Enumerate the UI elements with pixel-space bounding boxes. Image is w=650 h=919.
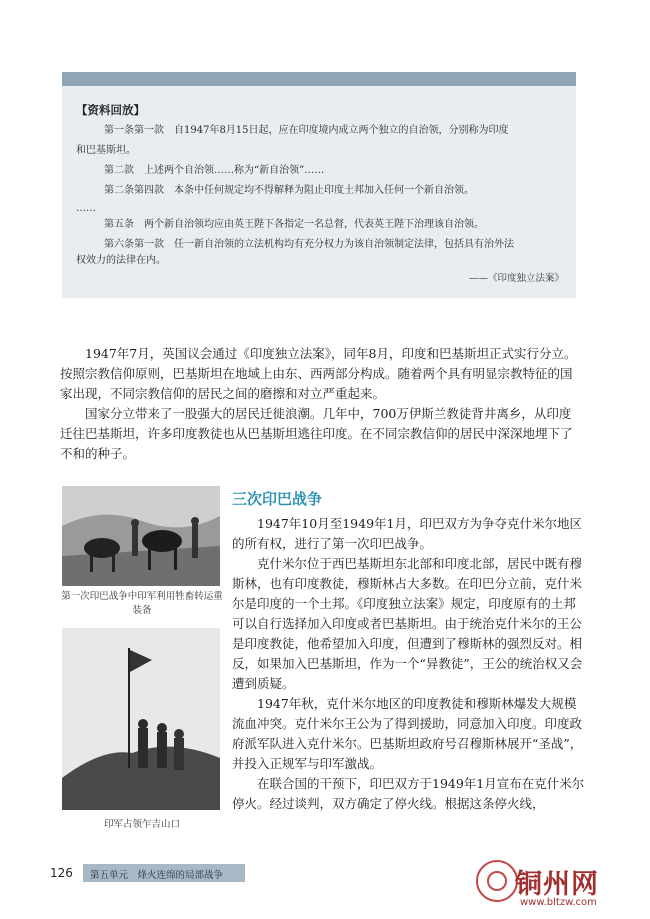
source-box-header-bar [62, 72, 576, 86]
section-paragraph: 在联合国的干预下，印巴双方于1949年1月宣布在克什米尔停火。经过谈判，双方确定了停火线。根据这条停火线， [232, 776, 585, 811]
source-citation: ——《印度独立法案》 [468, 273, 564, 284]
section-paragraph: 1947年秋，克什米尔地区的印度教徒和穆斯林爆发大规模流血冲突。克什米尔王公为了得到援助，同意加入印度。印度政府派军队进入克什米尔。巴基斯坦政府号召穆斯林展开“圣战”，并投入正规军与印军激战。 [232, 696, 583, 771]
photo-caption: 第一次印巴战争中印军利用牲畜转运重装备 [61, 591, 223, 616]
watermark-seal-icon [476, 860, 518, 902]
source-line: 权效力的法律在内。 [76, 255, 166, 266]
section-paragraph: 克什米尔位于西巴基斯坦东北部和印度北部，居民中既有穆斯林，也有印度教徒，穆斯林占大多数。在印巴分立前，克什米尔是印度的一个土邦。《印度独立法案》规定，印度原有的土邦可以自行选择加入印度或者巴基斯坦。由于统治克什米尔的王公是印度教徒，他希望加入印度，但遭到了穆斯林的强烈反对。相反，如果加入巴基斯坦，作为一个“异教徒”，王公的统治权又会遭到质疑。 [232, 556, 583, 691]
source-line: 第一条第一款 自1947年8月15日起，应在印度境内成立两个独立的自治领，分别称为印度 [104, 125, 509, 136]
source-line: 第五条 两个新自治领均应由英王陛下各指定一名总督，代表英王陛下治理该自治领。 [104, 219, 484, 230]
section-body [232, 514, 588, 814]
source-line: 第二款 上述两个自治领……称为“新自治领”…… [104, 165, 325, 176]
source-line: 第二条第四款 本条中任何规定均不得解释为阻止印度土邦加入任何一个新自治领。 [104, 185, 474, 196]
photo-mountain-pass-image [62, 628, 220, 810]
photo-pack-animals-image [62, 486, 220, 586]
photo-pack-animals [62, 486, 220, 586]
intro-text [60, 344, 580, 464]
source-box-heading: 【资料回放】 [76, 103, 145, 117]
page-number: 126 [50, 866, 73, 880]
source-line: …… [76, 203, 96, 214]
watermark-url: www.bltzw.com [520, 897, 597, 908]
intro-paragraph: 1947年7月，英国议会通过《印度独立法案》，同年8月，印度和巴基斯坦正式实行分立。按照宗教信仰原则，巴基斯坦在地域上由东、西两部分构成。随着两个具有明显宗教特征的国家出现，不同宗教信仰的居民之间的磨擦和对立严重起来。 [60, 346, 577, 401]
source-line: 第六条第一款 任一新自治领的立法机构均有充分权力为该自治领制定法律，包括具有治外法 [104, 239, 514, 250]
photo-caption: 印军占领乍吉山口 [103, 819, 180, 830]
photo-mountain-pass [62, 628, 220, 810]
unit-label: 第五单元 烽火连绵的局部战争 [90, 870, 224, 881]
source-line: 和巴基斯坦。 [76, 145, 136, 156]
section-title: 三次印巴战争 [232, 490, 323, 508]
section-paragraph: 1947年10月至1949年1月，印巴双方为争夺克什米尔地区的所有权，进行了第一次印巴战争。 [232, 516, 582, 551]
intro-paragraph: 国家分立带来了一股强大的居民迁徙浪潮。几年中，700万伊斯兰教徒背井离乡，从印度迁往巴基斯坦，许多印度教徒也从巴基斯坦逃往印度。在不同宗教信仰的居民中深深地埋下了不和的种子。 [60, 406, 573, 461]
watermark-logo: 铜州网 [515, 869, 599, 900]
